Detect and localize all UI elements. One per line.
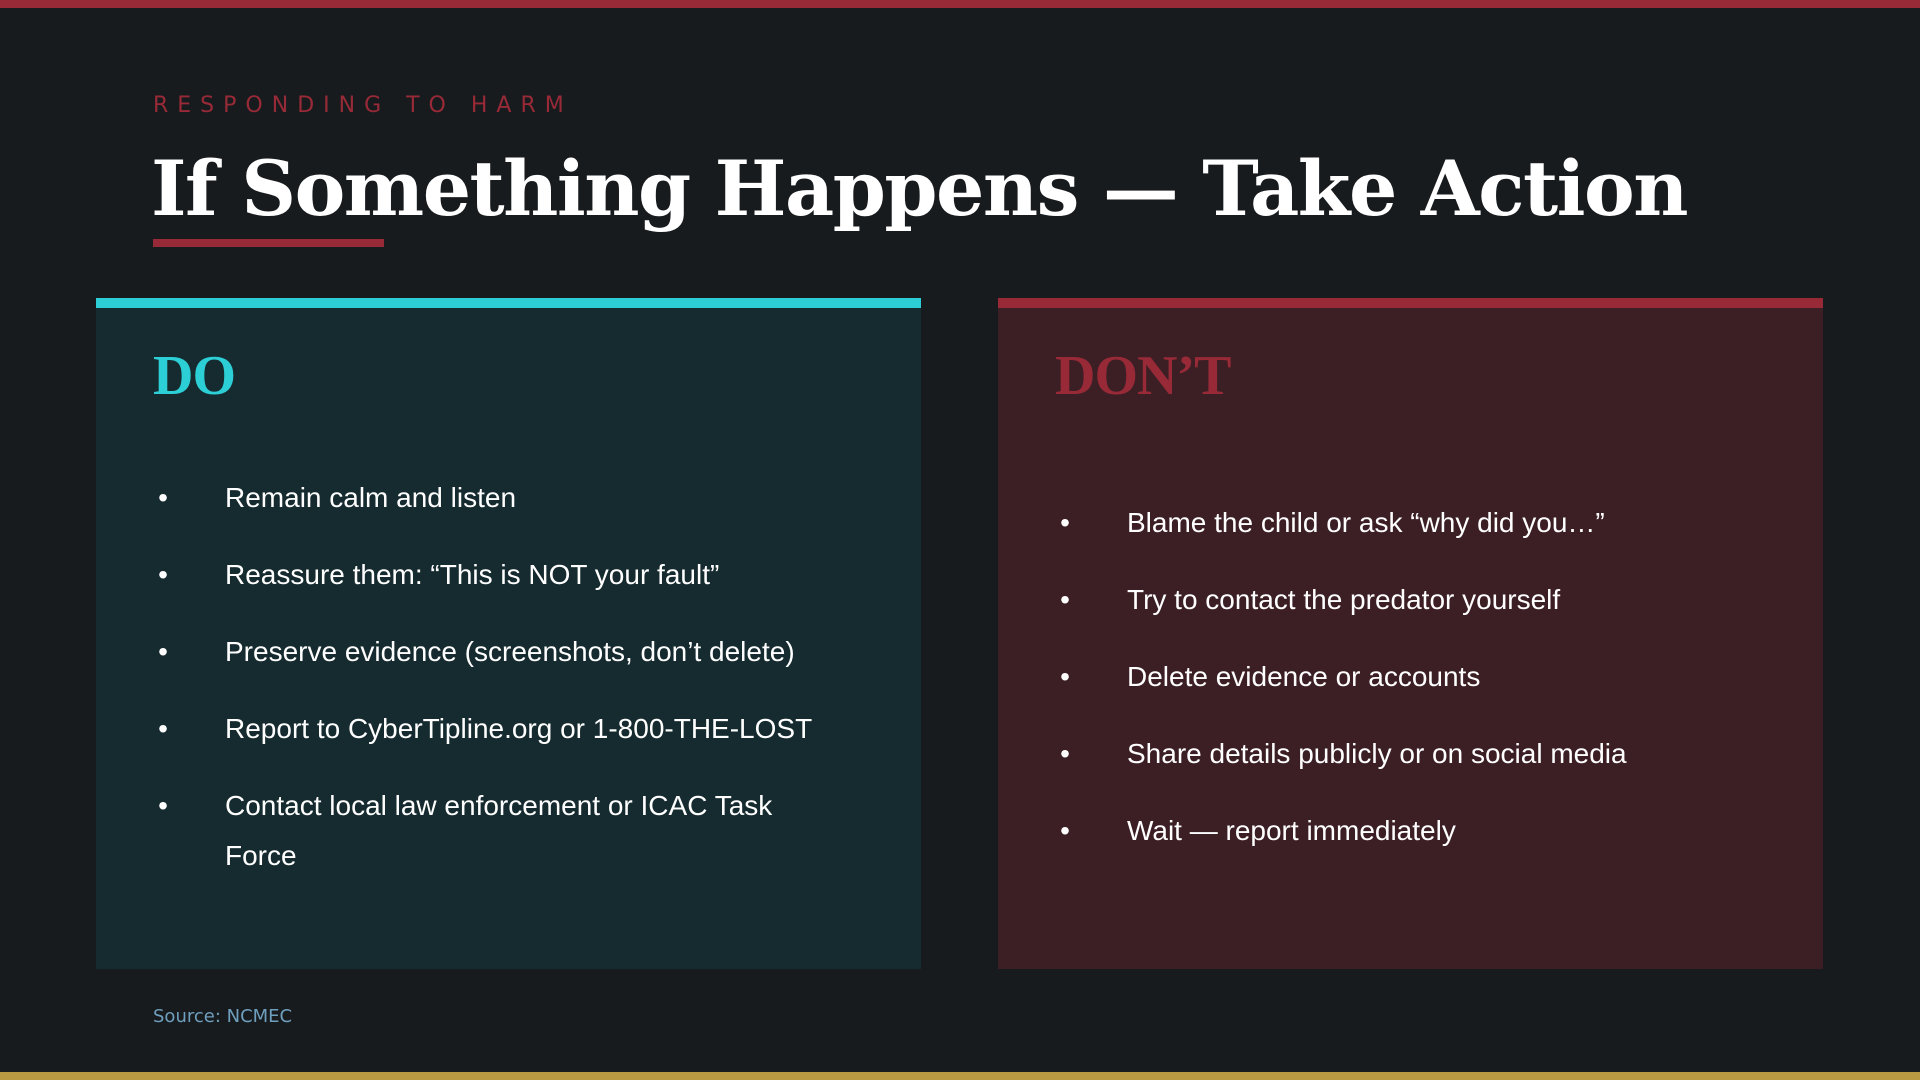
do-card-accent-bar: [96, 298, 921, 308]
bullet-icon: •: [158, 482, 168, 513]
do-item-text: Contact local law enforcement or ICAC Task Force: [225, 790, 773, 871]
bullet-icon: •: [1060, 584, 1070, 615]
dont-heading: DON’T: [1055, 345, 1231, 407]
bullet-icon: •: [1060, 815, 1070, 846]
dont-list: [1055, 498, 1775, 883]
do-item-text: Preserve evidence (screenshots, don’t delete): [225, 636, 795, 667]
bullet-icon: •: [1060, 738, 1070, 769]
dont-item-text: Delete evidence or accounts: [1127, 661, 1481, 692]
do-heading: DO: [153, 345, 235, 407]
do-list-item: [153, 473, 873, 523]
bullet-icon: •: [158, 636, 168, 667]
top-accent-bar: [0, 0, 1920, 8]
bullet-icon: •: [158, 790, 168, 821]
do-item-text: Report to CyberTipline.org or 1-800-THE-LOST: [225, 713, 813, 744]
do-list-item: [153, 781, 815, 881]
section-eyebrow: RESPONDING TO HARM: [153, 93, 573, 118]
do-list-item: [153, 627, 873, 677]
bullet-icon: •: [1060, 507, 1070, 538]
dont-item-text: Try to contact the predator yourself: [1127, 584, 1561, 615]
dont-item-text: Share details publicly or on social media: [1127, 738, 1627, 769]
dont-item-text: Wait — report immediately: [1127, 815, 1456, 846]
dont-list-item: [1055, 806, 1775, 856]
bottom-accent-bar: [0, 1072, 1920, 1080]
dont-list-item: [1055, 498, 1775, 548]
do-card: [96, 298, 921, 969]
bullet-icon: •: [1060, 661, 1070, 692]
do-item-text: Remain calm and listen: [225, 482, 517, 513]
dont-item-text: Blame the child or ask “why did you…”: [1127, 507, 1605, 538]
dont-list-item: [1055, 575, 1775, 625]
dont-card-accent-bar: [998, 298, 1823, 308]
dont-card: [998, 298, 1823, 969]
bullet-icon: •: [158, 713, 168, 744]
bullet-icon: •: [158, 559, 168, 590]
dont-list-item: [1055, 652, 1775, 702]
slide-title: If Something Happens — Take Action: [151, 144, 1687, 233]
do-list: [153, 473, 873, 908]
do-item-text: Reassure them: “This is NOT your fault”: [225, 559, 720, 590]
do-list-item: [153, 704, 873, 754]
do-list-item: [153, 550, 873, 600]
source-citation: Source: NCMEC: [153, 1006, 293, 1027]
title-underline: [153, 239, 384, 247]
dont-list-item: [1055, 729, 1775, 779]
